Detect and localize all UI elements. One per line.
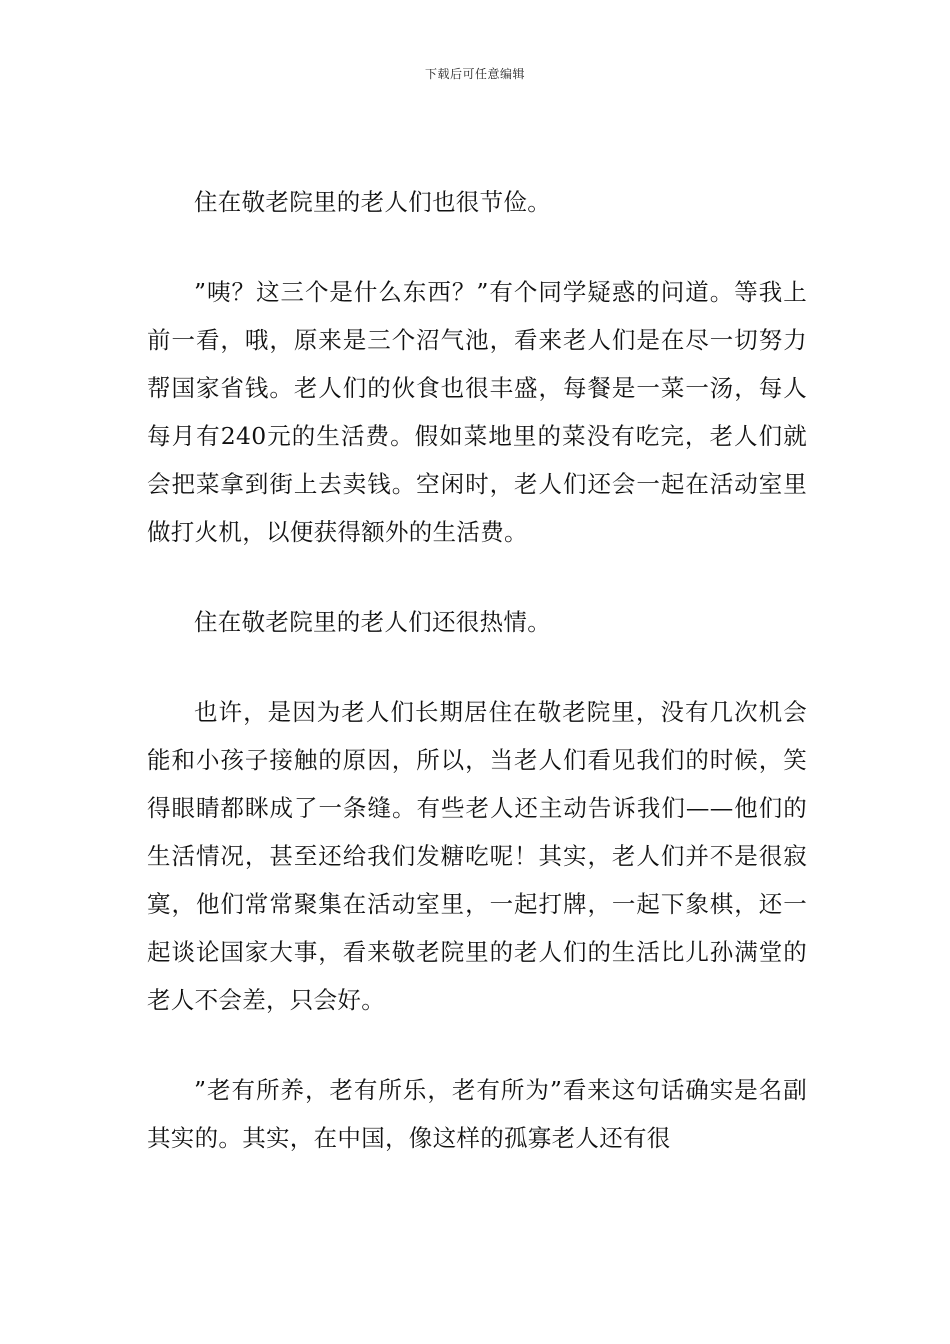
paragraph-1: 住在敬老院里的老人们也很节俭。 [194,188,551,216]
paragraph-5: ”老有所养，老有所乐，老有所为”看来这句话确实是名副其实的。其实，在中国，像这样的孤寡老人还有很 [147,1076,807,1152]
paragraph-3: 住在敬老院里的老人们还很热情。 [194,608,551,636]
document-body [147,178,807,1204]
paragraph-2: ”咦？这三个是什么东西？”有个同学疑惑的问道。等我上前一看，哦，原来是三个沼气池，看来老人们是在尽一切努力帮国家省钱。老人们的伙食也很丰盛，每餐是一菜一汤，每人每月有240元的生活费。假如菜地里的菜没有吃完，老人们就会把菜拿到街上去卖钱。空闲时，老人们还会一起在活动室里做打火机，以便获得额外的生活费。 [147,278,807,546]
paragraph-4: 也许，是因为老人们长期居住在敬老院里，没有几次机会能和小孩子接触的原因，所以，当老人们看见我们的时候，笑得眼睛都眯成了一条缝。有些老人还主动告诉我们——他们的生活情况，甚至还给我们发糖吃呢！其实，老人们并不是很寂寞，他们常常聚集在活动室里，一起打牌，一起下象棋，还一起谈论国家大事，看来敬老院里的老人们的生活比儿孙满堂的老人不会差，只会好。 [147,698,807,1014]
page-header-note: 下载后可任意编辑 [424,67,525,81]
